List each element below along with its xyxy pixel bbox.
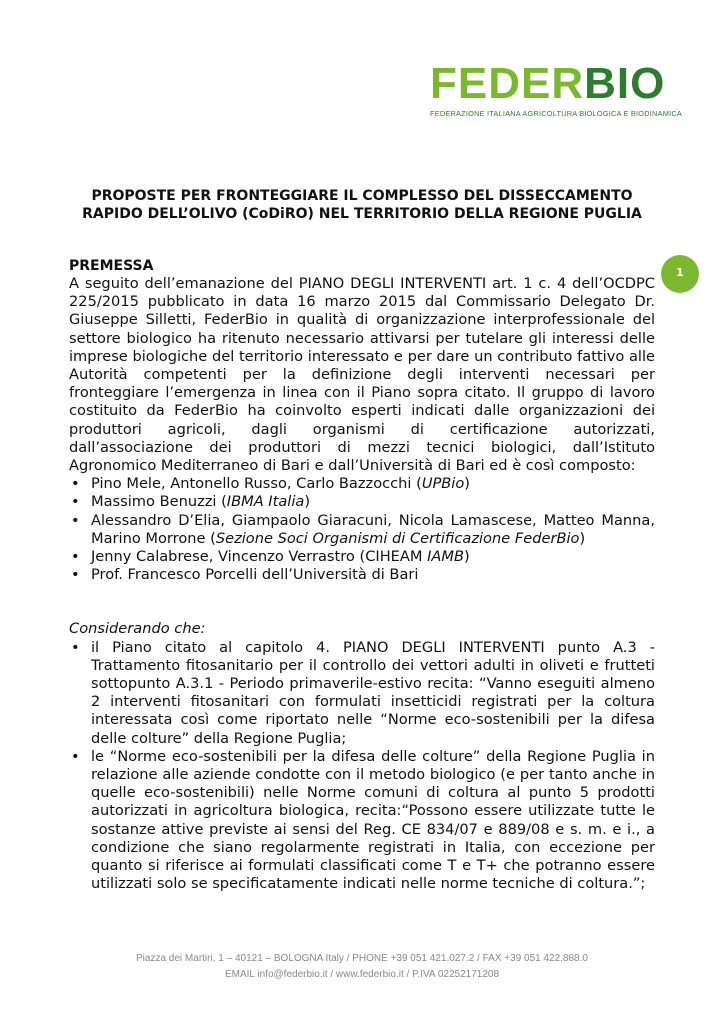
list-item: • Alessandro D’Elia, Giampaolo Giaracuni, Nicola Lamascese, Matteo Manna, Marino Morrone (Sezione Soci Organismi di Certificazione FederBio)	[71, 511, 655, 547]
premessa-paragraph: A seguito dell’emanazione del PIANO DEGLI INTERVENTI art. 1 c. 4 dell’OCDPC 225/2015 pubblicato in data 16 marzo 2015 dal Commissario Delegato Dr. Giuseppe Silletti, FederBio in qualità di organizzazione interprofessionale del settore biologico ha ritenuto necessario attivarsi per tutelare gli interessi delle imprese biologiche del territorio interessato e per dare un contributo fattivo alle Autorità competenti per la definizione degli interventi necessari per fronteggiare l’emergenza in linea con il Piano sopra citato. Il gruppo di lavoro costituito da FederBio ha coinvolto esperti indicati dalle organizzazioni dei produttori agricoli, dagli organismi di certificazione autorizzati, dall’associazione dei produttori di mezzi tecnici biologici, dall’Istituto Agronomico Mediterraneo di Bari e dall’Università di Bari ed è così composto:	[69, 275, 655, 475]
considerando-heading: Considerando che:	[69, 620, 206, 638]
list-item: • il Piano citato al capitolo 4. PIANO DEGLI INTERVENTI punto A.3 - Trattamento fitosanitario per il controllo dei vettori adulti in oliveti e frutteti sottopunto A.3.1 - Periodo primaverile-estivo recita: “Vanno eseguiti almeno 2 interventi fitosanitari con formulati insetticidi registrati per la coltura interessata così come riportato nelle “Norme eco-sostenibili per la difesa delle colture” della Regione Puglia;	[71, 638, 655, 747]
page-footer	[0, 951, 724, 983]
logo-subtitle: FEDERAZIONE ITALIANA AGRICOLTURA BIOLOGICA E BIODINAMICA	[430, 109, 682, 118]
logo-word-bio: BIO	[584, 59, 666, 108]
considerando-list	[69, 639, 655, 894]
federbio-logo	[430, 59, 682, 118]
footer-address: Piazza dei Martiri, 1 – 40121 – BOLOGNA Italy / PHONE +39 051 421.027.2 / FAX +39 051 422.888.0	[136, 953, 588, 964]
logo-word-feder: FEDER	[430, 59, 585, 108]
list-item: • Pino Mele, Antonello Russo, Carlo Bazzocchi (UPBio)	[71, 475, 470, 493]
list-item: • le “Norme eco-sostenibili per la difesa delle colture” della Regione Puglia in relazione alle aziende condotte con il metodo biologico (e per tanto anche in quelle eco-sostenibili) nelle Norme comuni di coltura al punto 5 prodotti autorizzati in agricoltura biologica, recita:“Possono essere utilizzate tutte le sostanze attive previste ai sensi del Reg. CE 834/07 e 889/08 e s. m. e i., a condizione che siano regolarmente registrati in Italia, con eccezione per quanto si riferisce ai formulati classificati come T e T+ che potranno essere utilizzati solo se specificatamente indicati nelle norme tecniche di coltura.”;	[71, 747, 655, 893]
list-item: • Massimo Benuzzi (IBMA Italia)	[71, 493, 311, 511]
footer-contacts: EMAIL info@federbio.it / www.federbio.it / P.IVA 02252171208	[224, 969, 500, 980]
logo-wordmark	[430, 59, 680, 108]
document-body	[69, 187, 655, 894]
document-title: PROPOSTE PER FRONTEGGIARE IL COMPLESSO DEL DISSECCAMENTO RAPIDO DELL’OLIVO (CoDiRO) NEL TERRITORIO DELLA REGIONE PUGLIA	[82, 188, 642, 222]
list-item: • Prof. Francesco Porcelli dell’Università di Bari	[71, 566, 419, 584]
page-number-badge: 1	[661, 255, 699, 293]
members-list	[69, 475, 655, 584]
list-item: • Jenny Calabrese, Vincenzo Verrastro (CIHEAM IAMB)	[71, 548, 470, 566]
premessa-heading: PREMESSA	[69, 258, 154, 274]
